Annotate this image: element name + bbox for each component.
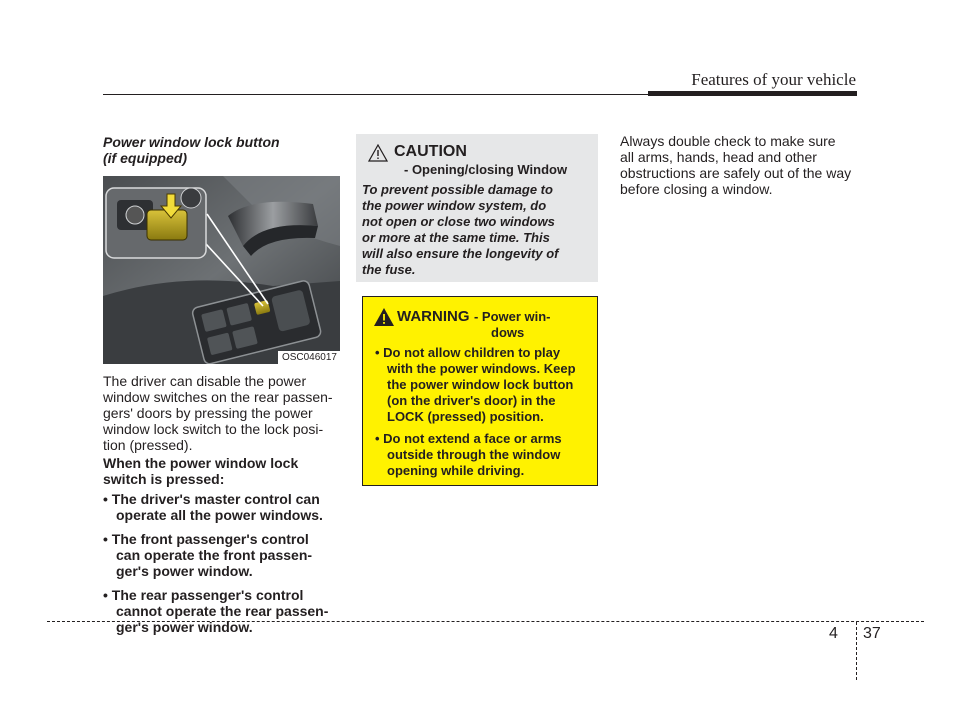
page-header-title: Features of your vehicle xyxy=(691,70,856,89)
lock-pressed-heading: When the power window lock switch is pressed: xyxy=(103,455,299,487)
caution-title: CAUTION xyxy=(394,143,467,160)
warning-triangle-icon xyxy=(373,307,395,327)
caution-text: To prevent possible damage to the power window system, do not open or close two windows or more at the same time. This will also ensure the longevity of the fuse. xyxy=(362,182,559,277)
list-item: • The rear passenger's control cannot operate the rear passen- ger's power window. xyxy=(103,587,329,635)
safety-paragraph: Always double check to make sure all arms, hands, head and other obstructions are safely out of the way before closing a window. xyxy=(620,133,852,197)
list-item: • The front passenger's control can operate the front passen- ger's power window. xyxy=(103,531,313,579)
footer-rule xyxy=(47,621,924,622)
page-number: 37 xyxy=(863,625,881,642)
door-panel-illustration xyxy=(103,176,340,364)
warning-box xyxy=(362,296,598,486)
warning-title: WARNING xyxy=(397,308,470,325)
header-rule-thick xyxy=(648,91,857,96)
list-item: • Do not allow children to play with the power windows. Keep the power window lock button (on the driver's door) in the LOCK (pressed) position. xyxy=(375,345,576,424)
chapter-number: 4 xyxy=(829,625,838,642)
footer-separator xyxy=(856,622,857,680)
warning-subtitle-cont: dows xyxy=(491,325,525,340)
caution-subtitle: - Opening/closing Window xyxy=(404,162,568,177)
list-item: • The driver's master control can operate all the power windows. xyxy=(103,491,323,523)
figure-code: OSC046017 xyxy=(278,351,340,364)
warning-list xyxy=(375,345,589,479)
warning-heading xyxy=(397,308,551,326)
door-switch-photo xyxy=(103,176,340,364)
description-paragraph: The driver can disable the power window switches on the rear passen- gers' doors by pressing the power window lock switch to the lock posi- tion (pressed). xyxy=(103,373,333,453)
caution-box xyxy=(356,134,598,282)
list-item: • Do not extend a face or arms outside through the window opening while driving. xyxy=(375,431,562,478)
caution-triangle-icon xyxy=(368,144,388,162)
lock-effects-list xyxy=(103,491,339,635)
warning-subtitle: - Power win- xyxy=(473,309,551,324)
section-title: Power window lock button (if equipped) xyxy=(103,134,280,166)
header-rule xyxy=(103,94,648,95)
